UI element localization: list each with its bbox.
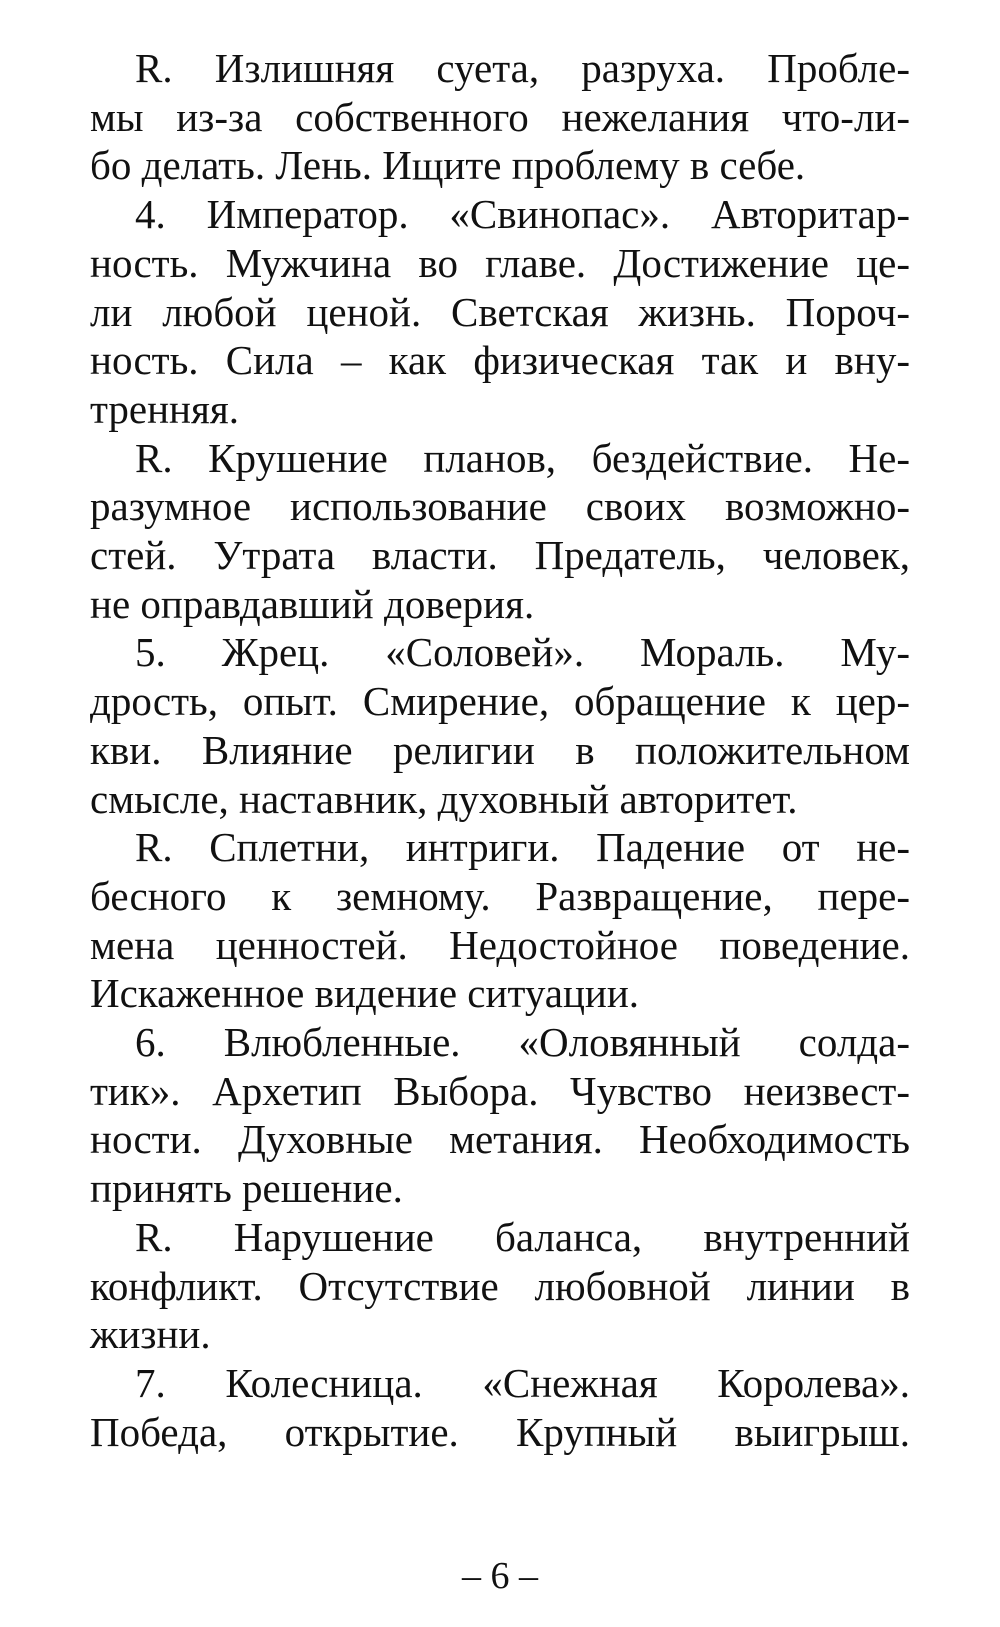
paragraph-2	[90, 190, 910, 434]
text-line: конфликт. Отсутствие любовной линии в	[90, 1262, 910, 1309]
text-line: 6. Влюбленные. «Оловянный солда-	[135, 1019, 910, 1066]
paragraph-7	[90, 1213, 910, 1359]
text-line: Искаженное видение ситуации.	[90, 970, 640, 1017]
text-line: тик». Архетип Выбора. Чувство неизвест-	[90, 1067, 910, 1114]
text-line: дрость, опыт. Смирение, обращение к цер-	[90, 678, 910, 725]
text-line: кви. Влияние религии в положительном	[90, 726, 910, 773]
paragraph-8	[90, 1359, 910, 1456]
text-line: R. Сплетни, интриги. Падение от не-	[135, 824, 910, 871]
text-line: разумное использование своих возможно-	[90, 483, 910, 530]
paragraph-5	[90, 823, 910, 1018]
text-line: ли любой ценой. Светская жизнь. Пороч-	[90, 288, 910, 335]
text-line: стей. Утрата власти. Предатель, человек,	[90, 532, 910, 579]
paragraph-6	[90, 1018, 910, 1213]
text-line: мы из-за собственного нежелания что-ли-	[90, 93, 910, 140]
text-line: ности. Духовные метания. Необходимость	[90, 1116, 910, 1163]
text-line: ность. Мужчина во главе. Достижение це-	[90, 239, 910, 286]
text-line: R. Крушение планов, бездействие. Не-	[135, 434, 910, 481]
text-line: смысле, наставник, духовный авторитет.	[90, 775, 798, 822]
page-number: – 6 –	[462, 1555, 538, 1597]
text-line: Победа, открытие. Крупный выигрыш.	[90, 1408, 910, 1455]
text-line: тренняя.	[90, 385, 239, 432]
text-line: принять решение.	[90, 1165, 403, 1212]
text-line: ность. Сила – как физическая так и вну-	[90, 337, 910, 384]
text-line: мена ценностей. Недостойное поведение.	[90, 921, 910, 968]
text-line: бо делать. Лень. Ищите проблему в себе.	[90, 142, 806, 189]
text-line: не оправдавший доверия.	[90, 580, 535, 627]
text-line: 5. Жрец. «Соловей». Мораль. Му-	[135, 629, 910, 676]
text-line: 7. Колесница. «Снежная Королева».	[135, 1359, 910, 1406]
paragraph-4	[90, 628, 910, 823]
page-text	[90, 44, 910, 1456]
text-line: бесного к земному. Развращение, пере-	[90, 872, 910, 919]
paragraph-3	[90, 434, 910, 629]
text-line: 4. Император. «Свинопас». Авторитар-	[135, 191, 910, 238]
paragraph-1	[90, 44, 910, 190]
text-line: R. Излишняя суета, разруха. Пробле-	[135, 45, 910, 91]
text-line: жизни.	[90, 1311, 211, 1358]
text-line: R. Нарушение баланса, внутренний	[135, 1213, 910, 1260]
